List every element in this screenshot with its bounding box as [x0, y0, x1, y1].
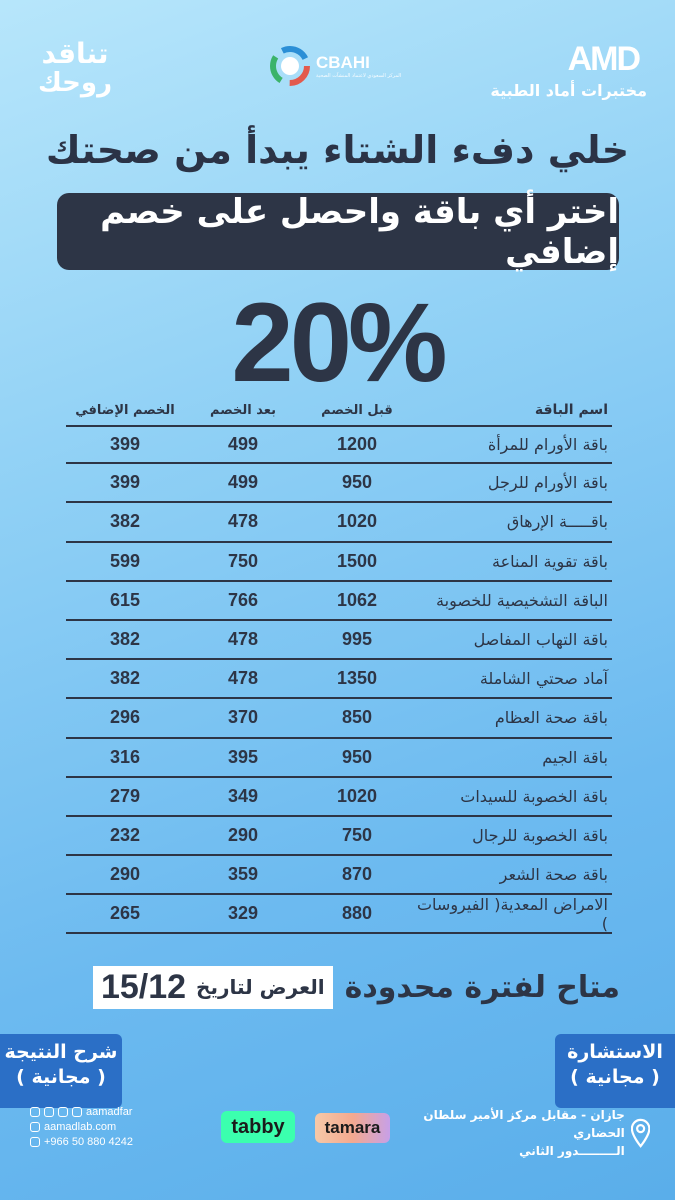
price-extra: 232: [109, 824, 141, 845]
price-extra: 399: [109, 434, 141, 455]
table-row: [66, 699, 612, 738]
brand-name: مختبرات أماد الطبية: [490, 81, 647, 100]
package-name: الباقة التشخيصية للخصوبة: [436, 590, 608, 610]
website: aamadlab.com: [44, 1120, 117, 1133]
tanafas-logo: [20, 37, 130, 100]
cbahi-logo: [270, 44, 410, 88]
price-after: 349: [227, 785, 259, 806]
location-line1: جازان - مقابل مركز الأمير سلطان الحضاري: [423, 1108, 625, 1140]
header-extra: الخصم الإضافي: [75, 402, 175, 418]
contact-info: [30, 1104, 190, 1149]
price-extra: 615: [109, 589, 141, 610]
phone: +966 50 880 4242: [44, 1135, 134, 1148]
price-after: 395: [227, 746, 259, 767]
price-after: 290: [227, 824, 259, 845]
headline: خلي دفء الشتاء يبدأ من صحتك: [45, 128, 630, 172]
table-row: [66, 739, 612, 778]
package-name: باقة تقوية المناعة: [492, 551, 608, 571]
badge-right-line1: الاستشارة: [567, 1041, 663, 1063]
price-before: 950: [341, 472, 373, 493]
offer-date-box: [93, 966, 333, 1009]
badge-left-line2: ( مجانية ): [16, 1065, 106, 1088]
location[interactable]: [400, 1108, 650, 1158]
badge-right-line2: ( مجانية ): [570, 1065, 660, 1088]
price-extra: 265: [109, 903, 141, 924]
logo-line2: روحك: [37, 68, 113, 98]
table-row: [66, 817, 612, 856]
package-name: باقة الخصوبة للرجال: [472, 825, 608, 845]
price-after: 359: [227, 864, 259, 885]
table-row: [66, 778, 612, 817]
price-before: 870: [341, 864, 373, 885]
package-name: باقة الخصوبة للسيدات: [460, 786, 608, 806]
table-row: [66, 425, 612, 464]
table-row: [66, 464, 612, 503]
table-row: [66, 856, 612, 895]
offer-main: متاح لفترة محدودة: [344, 969, 620, 1005]
table-header: [66, 395, 612, 425]
x-icon: [58, 1107, 68, 1117]
price-before: 995: [341, 629, 373, 650]
header-before: قبل الخصم: [321, 402, 393, 418]
instagram-icon: [30, 1107, 40, 1117]
snapchat-icon: [44, 1107, 54, 1117]
location-pin-icon: [631, 1117, 650, 1149]
location-line2: الـــــــــدور الثاني: [519, 1144, 625, 1158]
brand-mark: AMD: [567, 40, 639, 78]
price-before: 1500: [336, 550, 378, 571]
result-explanation-badge: [0, 1034, 122, 1108]
price-before: 850: [341, 707, 373, 728]
price-after: 499: [227, 434, 259, 455]
tamara-logo: tamara: [315, 1113, 390, 1143]
price-before: 1062: [336, 589, 378, 610]
cbahi-name: CBAHI: [316, 53, 370, 72]
price-extra: 316: [109, 746, 141, 767]
package-name: باقـــــة الإرهاق: [506, 512, 608, 532]
table-row: [66, 660, 612, 699]
price-extra: 382: [109, 668, 141, 689]
price-before: 1200: [336, 434, 378, 455]
price-extra: 382: [109, 629, 141, 650]
price-after: 478: [227, 668, 259, 689]
cbahi-subtitle: المركز السعودي لاعتماد المنشآت الصحية: [316, 73, 402, 79]
package-name: باقة صحة العظام: [494, 708, 608, 728]
tabby-logo: tabby: [221, 1111, 295, 1143]
tiktok-icon: [72, 1107, 82, 1117]
price-before: 880: [341, 903, 373, 924]
table-row: [66, 582, 612, 621]
social-line[interactable]: [30, 1104, 190, 1119]
table-row: [66, 503, 612, 542]
globe-icon: [30, 1122, 40, 1132]
logo-line1: تناقد: [41, 37, 109, 70]
badge-left-line1: شرح النتيجة: [4, 1041, 118, 1063]
price-extra: 399: [109, 472, 141, 493]
packages-table: [66, 395, 612, 934]
table-row: [66, 621, 612, 660]
table-row: [66, 895, 612, 934]
package-name: الامراض المعدية( الفيروسات ): [416, 894, 608, 933]
phone-line[interactable]: [30, 1134, 190, 1149]
price-after: 750: [227, 550, 259, 571]
price-extra: 599: [109, 550, 141, 571]
price-after: 329: [227, 903, 259, 924]
cbahi-emblem-icon: [270, 46, 310, 86]
amad-logo: [477, 40, 647, 110]
price-after: 478: [227, 511, 259, 532]
price-before: 950: [341, 746, 373, 767]
price-before: 1020: [336, 511, 378, 532]
consultation-badge: [555, 1034, 675, 1108]
header-name: اسم الباقة: [534, 402, 608, 418]
package-name: باقة صحة الشعر: [499, 865, 608, 885]
header-after: بعد الخصم: [210, 402, 276, 418]
price-extra: 382: [109, 511, 141, 532]
price-after: 766: [227, 589, 259, 610]
package-name: باقة التهاب المفاصل: [473, 630, 608, 650]
site-line[interactable]: [30, 1119, 190, 1134]
price-before: 1350: [336, 668, 378, 689]
price-before: 750: [341, 824, 373, 845]
price-after: 370: [227, 707, 259, 728]
offer-date: 15/12: [100, 967, 187, 1006]
price-before: 1020: [336, 785, 378, 806]
package-name: باقة الجيم: [542, 747, 608, 767]
price-after: 478: [227, 629, 259, 650]
price-extra: 279: [109, 785, 141, 806]
package-name: آماد صحتي الشاملة: [479, 669, 608, 689]
offer-line: [60, 962, 620, 1012]
package-name: باقة الأورام للرجل: [487, 473, 608, 493]
social-handle: aamadfar: [86, 1105, 133, 1118]
whatsapp-icon: [30, 1137, 40, 1147]
table-row: [66, 543, 612, 582]
price-extra: 296: [109, 707, 141, 728]
package-name: باقة الأورام للمرأة: [487, 435, 608, 455]
offer-banner: اختر أي باقة واحصل على خصم إضافي: [57, 193, 619, 270]
price-extra: 290: [109, 864, 141, 885]
offer-label: العرض لتاريخ: [196, 975, 325, 999]
price-after: 499: [227, 472, 259, 493]
discount-percent: 20%: [231, 280, 444, 405]
